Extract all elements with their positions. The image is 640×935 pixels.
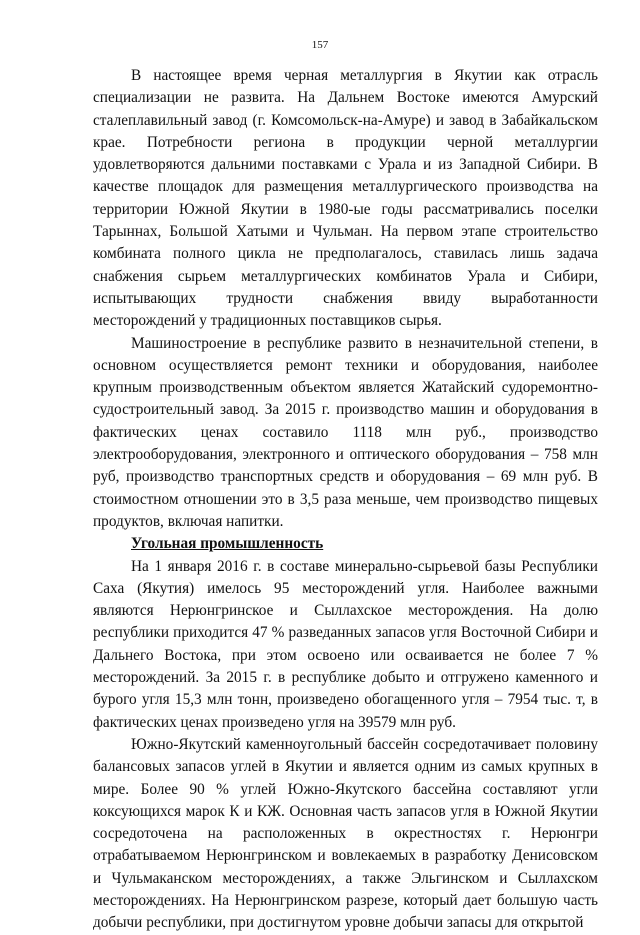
paragraph-coal-reserves: На 1 января 2016 г. в составе минерально-сырьевой базы Республики Саха (Якутия) имелось 95 месторождений угля. Наиболее важными являются Нерюнгринское и Сыллахское месторождения. На долю республики приходится 47 % разведанных запасов угля Восточной Сибири и Дальнего Востока, при этом освоено или осваивается не более 7 % месторождений. За 2015 г. в республике добыто и отгружено каменного и бурого угля 15,3 млн тонн, произведено обогащенного угля – 7954 тыс. т, в фактических ценах произведено угля на 39579 млн руб. xyxy=(93,557,598,731)
paragraph-machine-building: Машиностроение в республике развито в незначительной степени, в основном осуществляется ремонт техники и оборудования, наиболее крупным производственным объектом является Жатайский судоремонтно-судостроительный завод. За 2015 г. производство машин и оборудования в фактических ценах составило 1118 млн руб., производство электрооборудования, электронного и оптического оборудования – 758 млн руб, производство транспортных средств и оборудования – 69 млн руб. В стоимостном отношении это в 3,5 раза меньше, чем производство пищевых продуктов, включая напитки. xyxy=(93,334,598,530)
section-heading-coal-industry: Угольная промышленность xyxy=(131,535,324,553)
body-text xyxy=(93,65,598,935)
paragraph-south-yakutia-basin: Южно-Якутский каменноугольный бассейн сосредотачивает половину балансовых запасов углей в Якутии и является одним из самых крупных в мире. Более 90 % углей Южно-Якутского бассейна составляют угли коксующихся марок К и КЖ. Основная часть запасов угля в Южной Якутии сосредоточена на расположенных в окрестностях г. Нерюнгри отрабатываемом Нерюнгринском и вовлекаемых в разработку Денисовском и Чульмаканском месторождениях, а также Эльгинском и Сыллахском месторождениях. На Нерюнгринском разрезе, который дает большую часть добычи республики, при достигнутом уровне добычи запасы для открытой xyxy=(93,735,598,932)
page-number: 157 xyxy=(311,39,329,51)
paragraph-ferrous-metallurgy: В настоящее время черная металлургия в Якутии как отрасль специализации не развита. На Дальнем Востоке имеются Амурский сталеплавильный завод (г. Комсомольск-на-Амуре) и завод в Забайкальском крае. Потребности региона в продукции черной металлургии удовлетворяются дальними поставками с Урала и из Западной Сибири. В качестве площадок для размещения металлургического производства на территории Южной Якутии в 1980-ые годы рассматривались поселки Тарыннах, Большой Хатыми и Чульман. На первом этапе строительство комбината полного цикла не предполагалось, ставилась лишь задача снабжения сырьем металлургических комбинатов Урала и Сибири, испытывающих трудности снабжения ввиду выработанности месторождений у традиционных поставщиков сырья. xyxy=(93,67,598,330)
